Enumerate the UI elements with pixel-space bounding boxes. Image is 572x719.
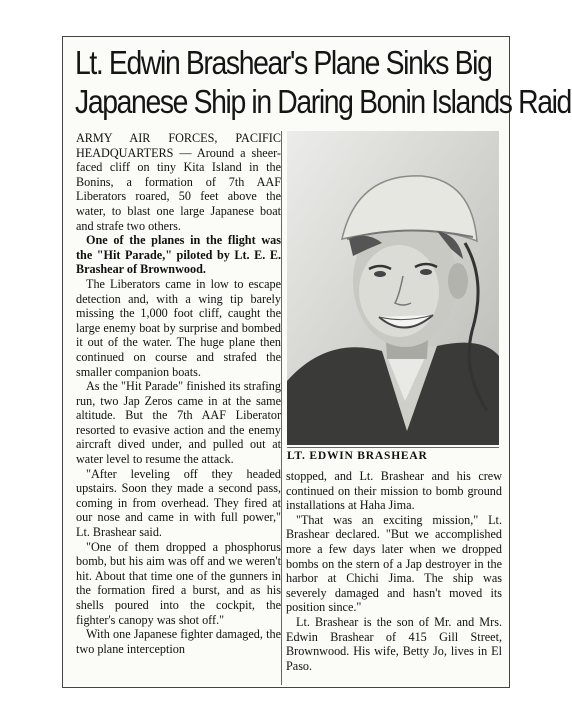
headline	[75, 43, 571, 121]
lead-paragraph: One of the planes in the flight was the "Hit Parade," piloted by Lt. E. E. Brashear of Brownwood.	[76, 233, 281, 277]
portrait-photo	[287, 131, 499, 445]
right-column	[286, 469, 502, 673]
column-divider	[281, 131, 282, 685]
paragraph: With one Japanese fighter damaged, the two plane interception	[76, 627, 281, 656]
paragraph: stopped, and Lt. Brashear and his crew continued on their mission to bomb ground installations at Haha Jima.	[286, 469, 502, 513]
headline-line-2: Japanese Ship in Daring Bonin Islands Raid	[75, 83, 571, 120]
newspaper-clipping	[62, 36, 571, 688]
portrait-image	[287, 131, 499, 445]
left-column	[76, 131, 281, 656]
paragraph: Lt. Brashear is the son of Mr. and Mrs. Edwin Brashear of 415 Gill Street, Brownwood. His wife, Betty Jo, lives in El Paso.	[286, 614, 502, 673]
paragraph: "After leveling off they headed upstairs. Soon they made a second pass, coming in from overhead. They fired at our nose and came in with full power," Lt. Brashear said.	[76, 466, 281, 540]
photo-caption: LT. EDWIN BRASHEAR	[287, 447, 499, 462]
paragraph: "One of them dropped a phosphorus bomb, but his aim was off and we weren't hit. About that time one of the gunners in the formation fired a burst, and as his shells poured into the cockpit, the fighter's canopy was shot off."	[76, 539, 281, 627]
paragraph: ARMY AIR FORCES, PACIFIC HEADQUARTERS — Around a sheer-faced cliff on tiny Kita Island in the Bonins, a formation of 7th AAF Liberators roared, 50 feet above the water, to blast one large Japanese boat and strafe two others.	[76, 131, 281, 233]
paragraph: The Liberators came in low to escape detection and, with a wing tip barely missing the 1,000 foot cliff, caught the large enemy boat by surprise and bombed it out of the water. The huge plane then continued on course and strafed the smaller companion boats.	[76, 276, 281, 379]
paragraph: As the "Hit Parade" finished its strafing run, two Jap Zeros came in at the same altitude. But the 7th AAF Liberator resorted to evasive action and the enemy aircraft dived under, and pulled out at water level to resume the attack.	[76, 379, 281, 467]
headline-line-1: Lt. Edwin Brashear's Plane Sinks Big	[75, 44, 492, 81]
paragraph: "That was an exciting mission," Lt. Brashear declared. "But we accomplished more a few days later when we dropped bombs on the stern of a Jap destroyer in the harbor at Chichi Jima. The ship was severely damaged and hasn't moved its position since."	[286, 512, 502, 615]
